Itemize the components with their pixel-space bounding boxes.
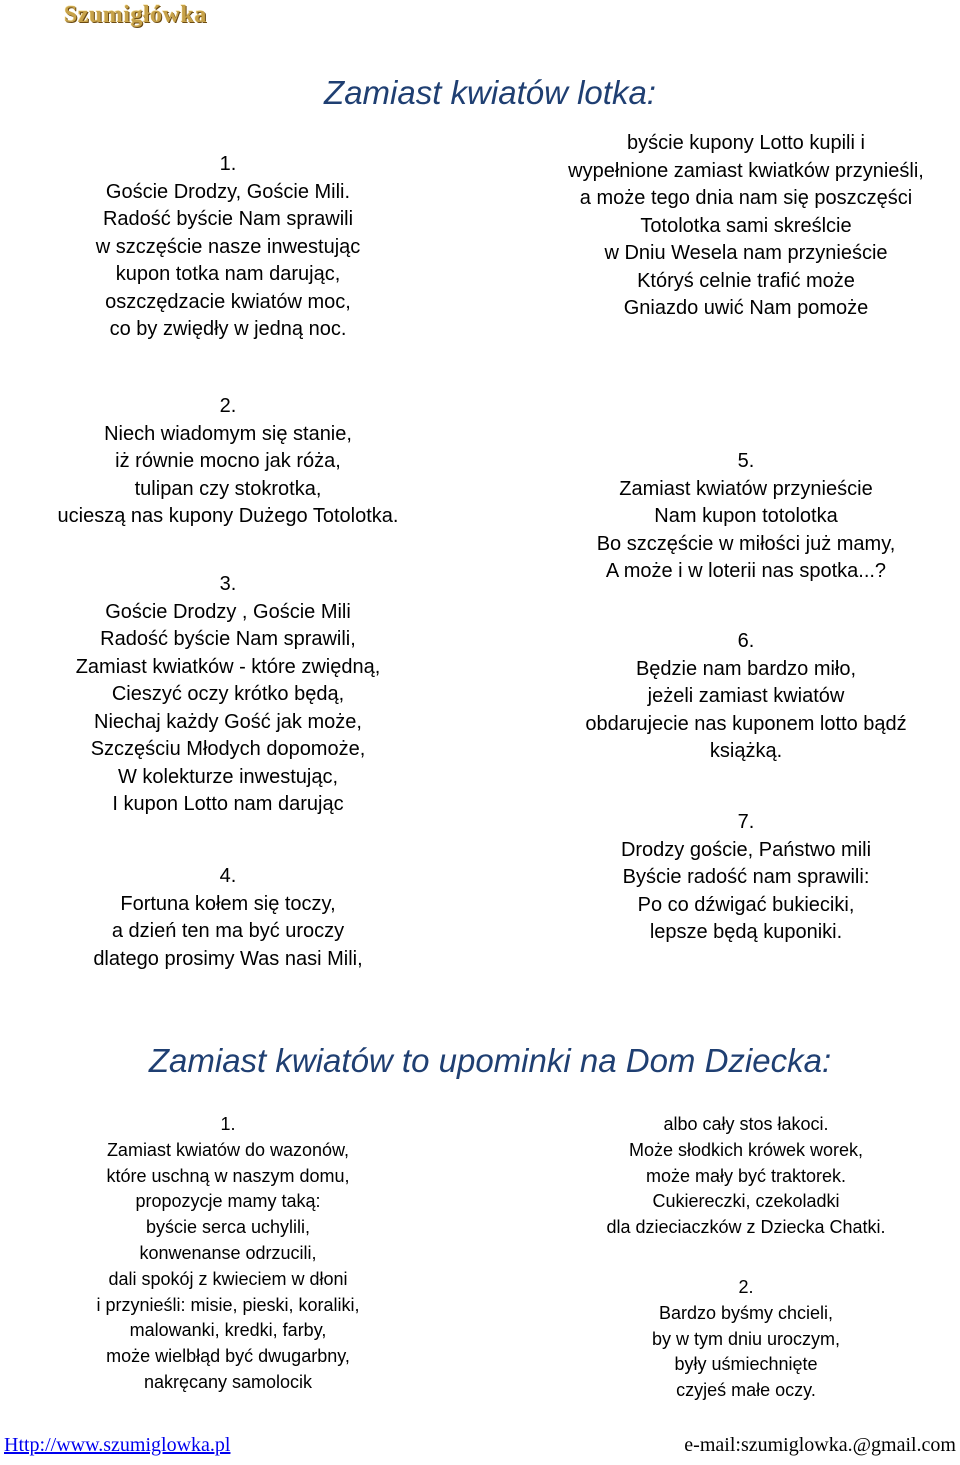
stanza-line: Gniazdo uwić Nam pomoże <box>623 297 869 319</box>
stanza-line: Cieszyć oczy krótko będą, <box>111 683 345 705</box>
stanza-line: Po co dźwigać bukieciki, <box>637 893 855 916</box>
stanza-line: Bardzo byśmy chcieli, <box>658 1302 834 1323</box>
stanza-line: A może i w loterii nas spotka...? <box>605 560 887 582</box>
stanza-line: 2. <box>219 395 237 417</box>
stanza-line: nakręcany samolocik <box>143 1371 313 1392</box>
stanza-line: dlatego prosimy Was nasi Mili, <box>93 947 363 970</box>
stanza-line: Któryś celnie trafić może <box>637 269 855 292</box>
stanza-4 <box>32 863 424 973</box>
stanza-line: 6. <box>737 630 755 652</box>
website-link[interactable]: Http://www.szumiglowka.pl <box>4 1434 231 1456</box>
stanza-line: I kupon Lotto nam darując <box>112 793 344 815</box>
stanza-line: Drodzy goście, Państwo mili <box>620 838 872 861</box>
stanza-line: 4. <box>219 865 237 887</box>
stanza-line: 1. <box>220 1114 236 1134</box>
stanza-line: Zamiast kwiatów przynieście <box>619 477 873 500</box>
stanza-6 <box>520 628 960 766</box>
stanza-line: Radość byście Nam sprawili <box>102 208 354 230</box>
stanza-line: czyjeś małe oczy. <box>676 1380 816 1401</box>
stanza-line: a może tego dnia nam się poszczęści <box>579 187 913 209</box>
stanza-line: Niech wiadomym się stanie, <box>104 422 352 445</box>
gift-stanza-1-continued <box>520 1112 960 1241</box>
stanza-line: 3. <box>219 573 237 595</box>
stanza-line: były uśmiechnięte <box>674 1354 818 1375</box>
stanza-line: W kolekturze inwestując, <box>117 765 339 788</box>
stanza-line: w szczęście nasze inwestując <box>95 235 361 258</box>
stanza-5 <box>520 448 960 586</box>
stanza-line: wypełnione zamiast kwiatków przynieśli, <box>568 159 924 182</box>
stanza-line: książką. <box>709 740 783 762</box>
stanza-line: dla dzieciaczków z Dziecka Chatki. <box>606 1217 886 1238</box>
stanza-line: lepsze będą kuponiki. <box>649 921 843 943</box>
stanza-line: 1. <box>219 153 237 175</box>
stanza-line: obdarujecie nas kuponem lotto bądź <box>585 712 907 735</box>
stanza-line: Goście Drodzy , Goście Mili <box>105 600 351 623</box>
stanza-line: ucieszą nas kupony Dużego Totolotka. <box>57 505 399 527</box>
stanza-line: propozycje mamy taką: <box>135 1191 321 1212</box>
stanza-line: 7. <box>737 811 755 833</box>
stanza-line: by w tym dniu uroczym, <box>651 1328 841 1349</box>
stanza-line: 5. <box>737 450 755 472</box>
stanza-line: Bo szczęście w miłości już mamy, <box>596 532 896 555</box>
stanza-1 <box>32 151 424 344</box>
stanza-line: Totolotka sami skreślcie <box>640 214 852 237</box>
stanza-line: Będzie nam bardzo miło, <box>635 657 857 680</box>
site-logo: Szumigłówka <box>64 2 207 28</box>
stanza-line: malowanki, kredki, farby, <box>129 1320 327 1341</box>
stanza-line: a dzień ten ma być uroczy <box>111 920 345 942</box>
stanza-line: Niechaj każdy Gość jak może, <box>94 710 362 733</box>
stanza-line: Zamiast kwiatków - które zwiędną, <box>75 655 381 678</box>
stanza-line: Cukiereczki, czekoladki <box>652 1191 840 1212</box>
stanza-line: iż równie mocno jak róża, <box>115 450 341 472</box>
stanza-2 <box>32 393 424 531</box>
stanza-line: które uschną w naszym domu, <box>106 1165 350 1186</box>
stanza-line: Fortuna kołem się toczy, <box>120 892 336 915</box>
section-title-orphanage: Zamiast kwiatów to upominki na Dom Dziecka: <box>148 1042 832 1079</box>
contact-email: e-mail:szumiglowka.@gmail.com <box>684 1434 956 1456</box>
stanza-line: Byście radość nam sprawili: <box>622 866 870 888</box>
stanza-line: może wielbłąd być dwugarbny, <box>106 1346 350 1367</box>
gift-stanza-1 <box>32 1112 424 1396</box>
stanza-line: 2. <box>738 1277 754 1297</box>
stanza-line: Goście Drodzy, Goście Mili. <box>105 180 351 203</box>
stanza-line: Może słodkich krówek worek, <box>628 1139 864 1160</box>
stanza-7 <box>520 809 960 947</box>
stanza-line: tulipan czy stokrotka, <box>134 477 322 500</box>
stanza-line: Zamiast kwiatów do wazonów, <box>106 1139 350 1160</box>
section-title-lotto: Zamiast kwiatów lotka: <box>324 74 656 111</box>
gift-stanza-2 <box>520 1275 960 1404</box>
stanza-line: byście kupony Lotto kupili i <box>627 132 865 154</box>
stanza-line: byście serca uchylili, <box>145 1217 311 1238</box>
stanza-line: Nam kupon totolotka <box>654 505 838 527</box>
stanza-line: w Dniu Wesela nam przynieście <box>604 242 888 264</box>
stanza-4-continued <box>520 130 960 323</box>
stanza-line: albo cały stos łakoci. <box>663 1114 829 1134</box>
stanza-line: co by zwiędły w jedną noc. <box>109 318 347 340</box>
stanza-line: oszczędzacie kwiatów moc, <box>105 290 351 313</box>
stanza-line: konwenanse odrzucili, <box>139 1242 317 1263</box>
stanza-line: może mały być traktorek. <box>645 1165 847 1186</box>
stanza-line: dali spokój z kwieciem w dłoni <box>108 1268 348 1289</box>
stanza-line: jeżeli zamiast kwiatów <box>647 685 845 707</box>
stanza-line: i przynieśli: misie, pieski, koraliki, <box>96 1294 360 1315</box>
stanza-line: Radość byście Nam sprawili, <box>100 628 356 650</box>
stanza-line: kupon totka nam darując, <box>115 263 341 285</box>
stanza-line: Szczęściu Młodych dopomoże, <box>90 738 366 760</box>
stanza-3 <box>32 571 424 819</box>
